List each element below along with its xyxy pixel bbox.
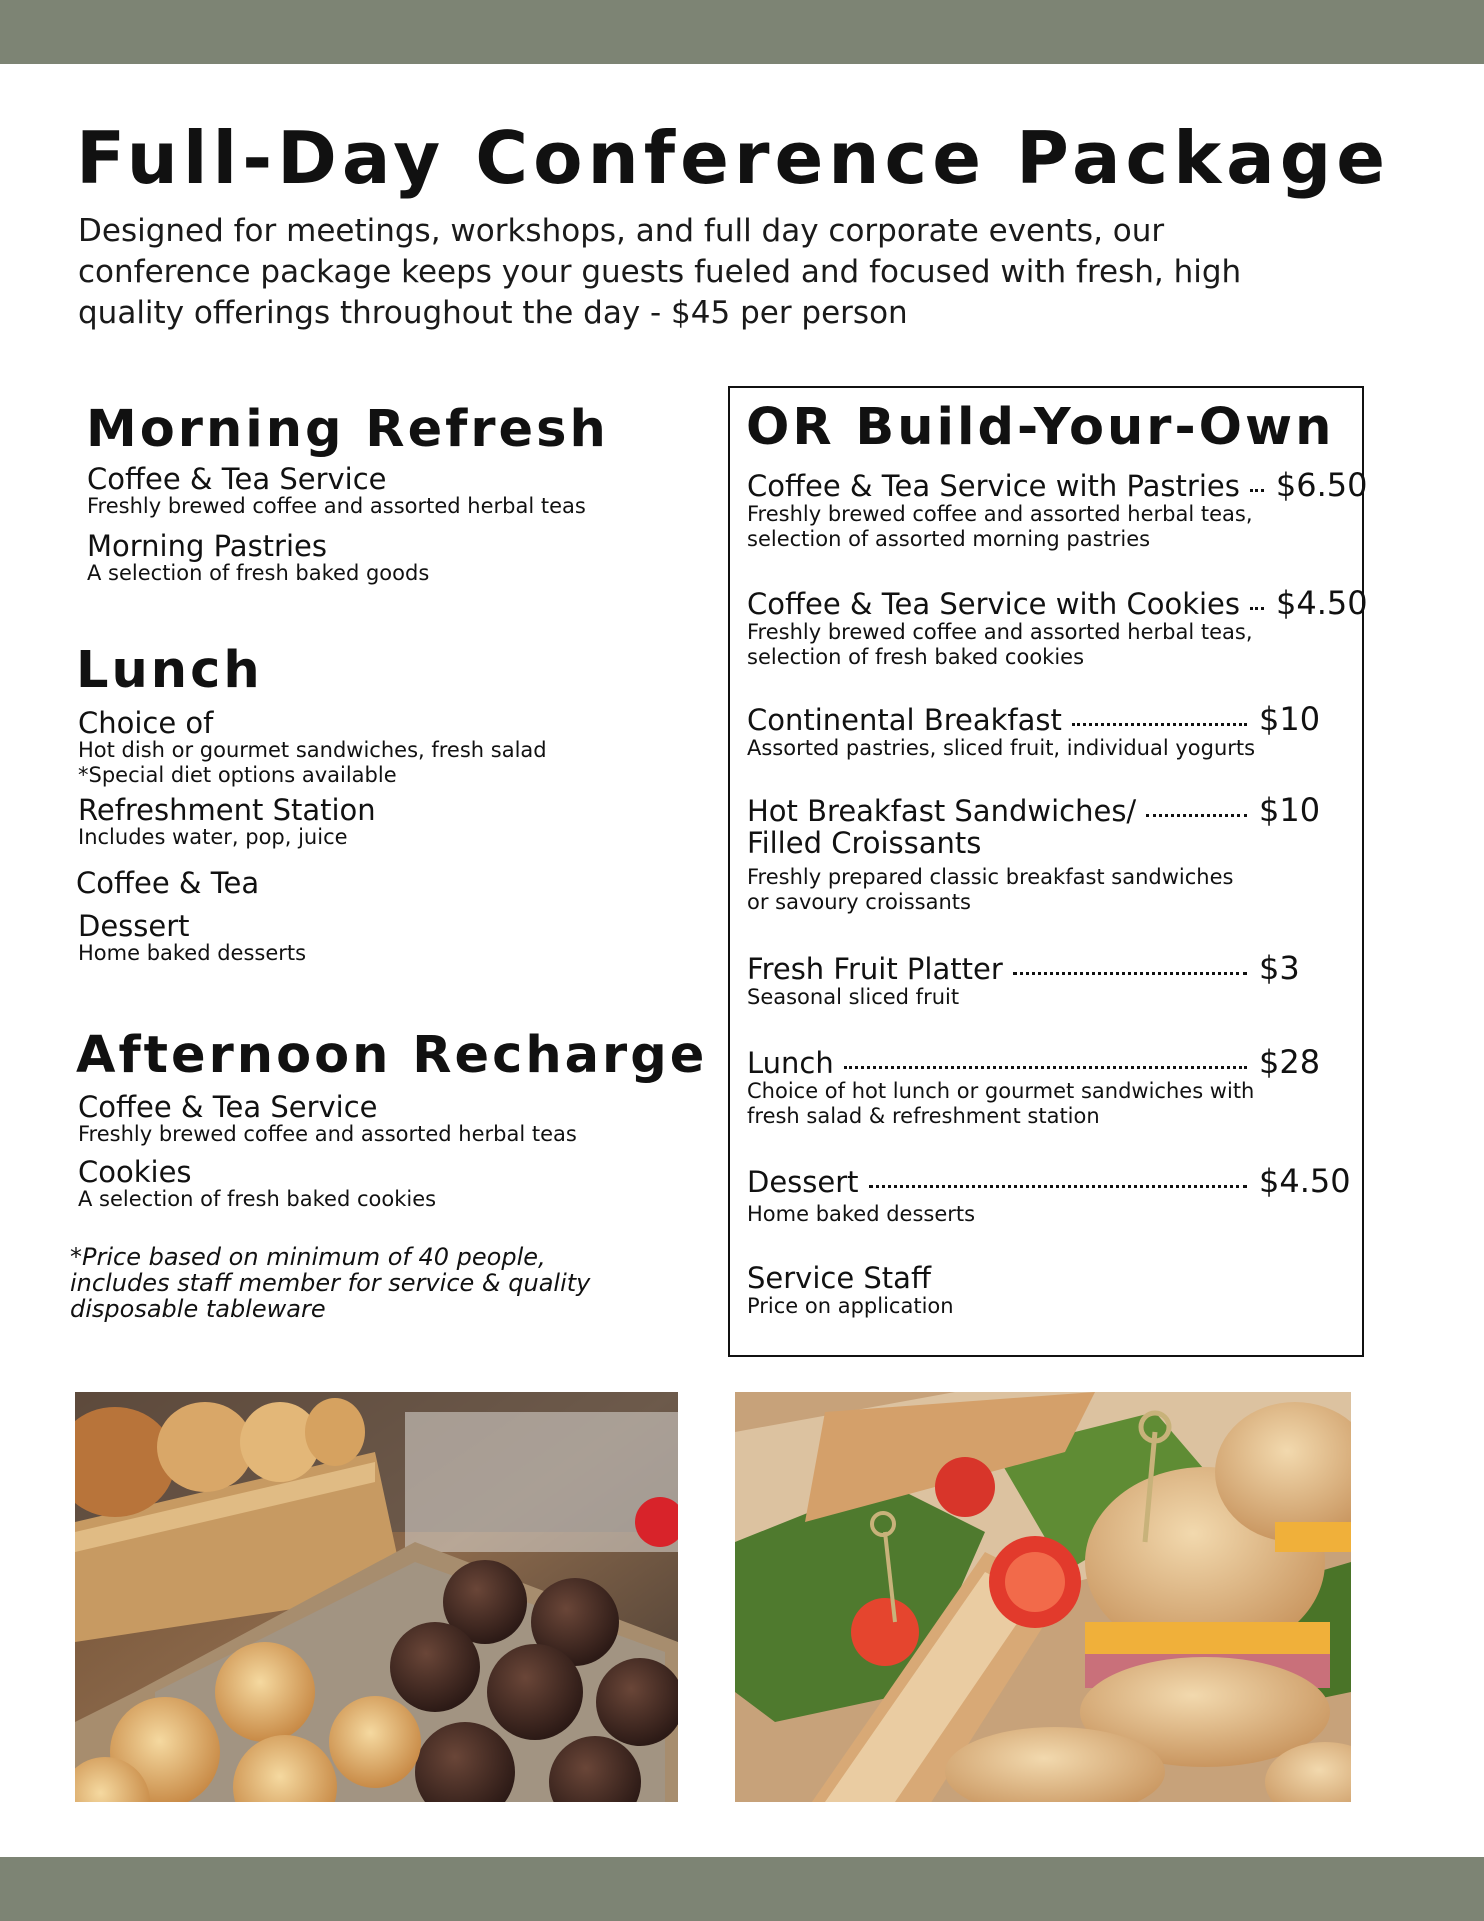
item-description: Includes water, pop, juice	[78, 825, 348, 849]
note-line: disposable tableware	[70, 1295, 326, 1323]
byo-item-name: Hot Breakfast Sandwiches/	[747, 794, 1137, 828]
item-name: Coffee & Tea Service	[87, 462, 387, 496]
byo-item-name: Fresh Fruit Platter	[747, 952, 1003, 986]
item-description: Freshly brewed coffee and assorted herbal teas	[87, 494, 586, 518]
pastries-cookies-image	[75, 1392, 678, 1802]
byo-item-fruit-platter	[747, 951, 1347, 1010]
byo-item-coffee-cookies	[747, 584, 1368, 670]
sandwiches-salad-photo	[735, 1392, 1351, 1802]
byo-item-price: $10	[1259, 791, 1321, 829]
note-line: includes staff member for service & quality	[70, 1269, 591, 1297]
dot-leader	[1072, 723, 1247, 726]
bottom-color-band	[0, 1857, 1484, 1921]
item-name: Coffee & Tea	[76, 866, 260, 900]
byo-item-hot-breakfast	[747, 793, 1347, 915]
byo-item-price: $28	[1259, 1043, 1321, 1081]
dot-leader	[1250, 489, 1264, 492]
byo-item-coffee-pastries	[747, 466, 1368, 552]
lunch-item-refreshment-station	[78, 795, 376, 850]
page-title: Full-Day Conference Package	[76, 116, 1391, 200]
item-description: A selection of fresh baked cookies	[78, 1187, 437, 1211]
byo-item-service-staff	[747, 1262, 1347, 1319]
byo-item-description: Home baked desserts	[747, 1202, 976, 1226]
byo-item-name: Lunch	[747, 1046, 834, 1080]
item-name: Dessert	[78, 909, 190, 943]
item-description: Freshly brewed coffee and assorted herbal teas	[78, 1122, 577, 1146]
byo-item-description: Freshly brewed coffee and assorted herbal teas, selection of assorted morning pastries	[747, 502, 1253, 551]
byo-item-name: Coffee & Tea Service with Cookies	[747, 587, 1240, 621]
lunch-item-dessert	[78, 911, 306, 966]
lunch-item-choice	[78, 708, 547, 788]
item-name: Cookies	[78, 1155, 192, 1189]
item-name: Coffee & Tea Service	[78, 1090, 378, 1124]
byo-item-price: $10	[1259, 700, 1321, 738]
dot-leader	[844, 1066, 1247, 1069]
afternoon-recharge-heading: Afternoon Recharge	[76, 1026, 708, 1085]
byo-item-price: $6.50	[1275, 466, 1368, 504]
byo-item-price: $3	[1259, 949, 1300, 987]
byo-item-continental-breakfast	[747, 702, 1347, 761]
dot-leader	[869, 1185, 1247, 1188]
byo-item-description: Freshly brewed coffee and assorted herbal teas, selection of fresh baked cookies	[747, 620, 1253, 669]
byo-item-name: Continental Breakfast	[747, 703, 1062, 737]
lunch-heading: Lunch	[76, 641, 263, 700]
byo-item-description: Assorted pastries, sliced fruit, individual yogurts	[747, 736, 1256, 760]
byo-item-name: Dessert	[747, 1165, 859, 1199]
afternoon-item-cookies	[78, 1157, 436, 1212]
minimum-price-note	[70, 1244, 590, 1322]
top-color-band	[0, 0, 1484, 64]
special-diet-note: *Special diet options available	[78, 763, 397, 787]
build-your-own-heading: OR Build-Your-Own	[746, 398, 1335, 457]
byo-item-description: Choice of hot lunch or gourmet sandwiches with fresh salad & refreshment station	[747, 1079, 1255, 1128]
byo-item-name-continued: Filled Croissants	[747, 826, 982, 860]
byo-item-dessert	[747, 1162, 1351, 1227]
item-description: Hot dish or gourmet sandwiches, fresh salad	[78, 738, 547, 762]
dot-leader	[1250, 607, 1264, 610]
lunch-item-coffee-tea	[76, 868, 259, 898]
intro-paragraph: Designed for meetings, workshops, and full day corporate events, our conference package keeps your guests fueled and focused with fresh, high quality offerings throughout the day - $45 per person	[78, 213, 1242, 331]
byo-item-price: $4.50	[1276, 584, 1368, 622]
dot-leader	[1013, 972, 1247, 975]
byo-item-name: Service Staff	[747, 1261, 931, 1295]
byo-item-lunch	[747, 1045, 1347, 1129]
item-description: A selection of fresh baked goods	[87, 561, 430, 585]
morning-refresh-heading: Morning Refresh	[86, 400, 609, 459]
pastries-cookies-photo	[75, 1392, 678, 1802]
dot-leader	[1146, 814, 1247, 817]
byo-item-description: Freshly prepared classic breakfast sandwiches or savoury croissants	[747, 865, 1234, 914]
item-name: Morning Pastries	[87, 529, 327, 563]
byo-item-description: Seasonal sliced fruit	[747, 985, 960, 1009]
note-line: *Price based on minimum of 40 people,	[70, 1243, 546, 1271]
morning-item-pastries	[87, 531, 429, 586]
morning-item-coffee-tea	[87, 464, 586, 519]
item-name: Refreshment Station	[78, 793, 376, 827]
item-name: Choice of	[78, 706, 214, 740]
byo-item-description: Price on application	[747, 1294, 954, 1318]
item-description: Home baked desserts	[78, 941, 307, 965]
sandwiches-salad-image	[735, 1392, 1351, 1802]
afternoon-item-coffee-tea	[78, 1092, 577, 1147]
byo-item-name: Coffee & Tea Service with Pastries	[747, 469, 1240, 503]
byo-item-price: $4.50	[1259, 1162, 1351, 1200]
